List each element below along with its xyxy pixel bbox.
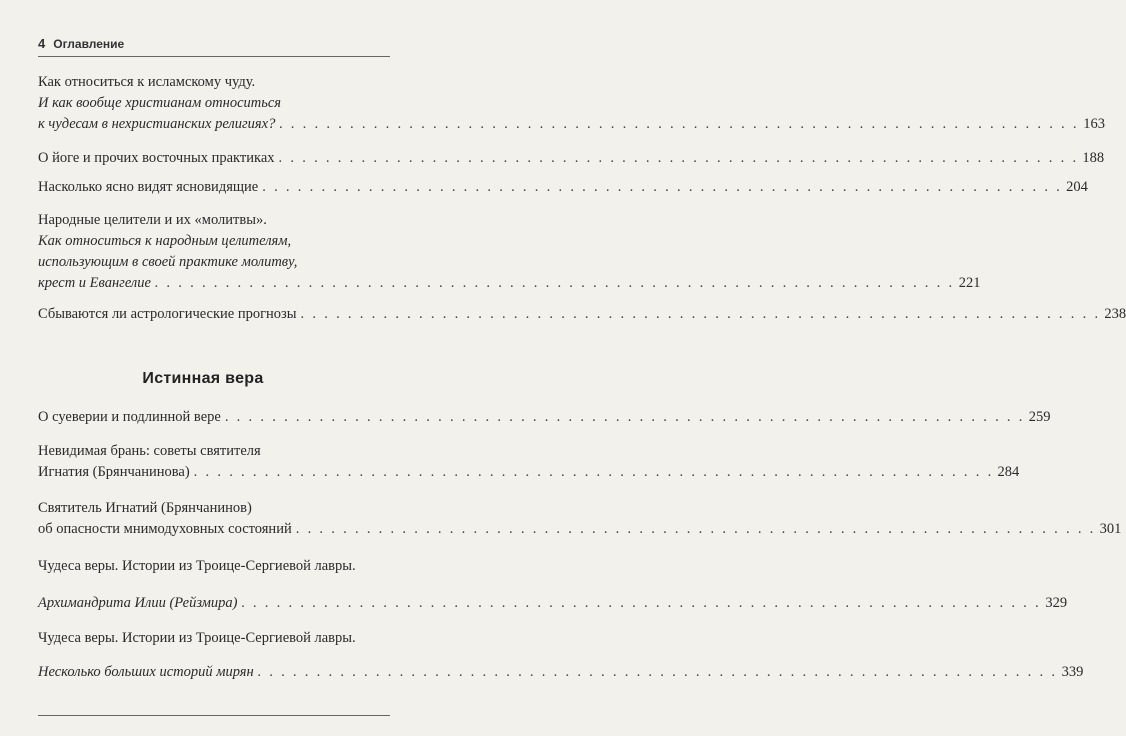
entry-line: Чудеса веры. Истории из Троице-Сергиевой лавры.: [38, 630, 356, 646]
entry-leader-line: [38, 148, 1105, 169]
entry-line: Как относиться к исламскому чуду.: [38, 74, 256, 90]
entry-leader-line: [38, 114, 1105, 135]
entry-line: Невидимая брань: советы святителя: [38, 443, 261, 459]
entry-leader-line: [38, 593, 1068, 614]
entry-line: к чудесам в нехристианских религиях?: [38, 116, 276, 132]
header-rule: [38, 56, 390, 57]
entry-leader-line: [38, 407, 1051, 428]
entry-line: Святитель Игнатий (Брянчанинов): [38, 500, 252, 516]
section-heading: Истинная вера: [142, 370, 264, 387]
entry-line: использующим в своей практике молитву,: [38, 254, 298, 270]
toc-entry[interactable]: [38, 593, 1068, 614]
dot-leader: . . . . . . . . . . . . . . . . . . . . . . . . . . . . . . . . . . . . . . . . . . . . . . . . . . . . . . . . . . . . . . . . . . . .: [262, 179, 1063, 195]
entry-line: Архимандрита Илии (Рейзмира): [38, 595, 238, 611]
running-title: Оглавление: [53, 37, 125, 51]
footer-rule: [38, 715, 390, 716]
toc-entry[interactable]: [38, 72, 1105, 135]
running-header: [38, 36, 124, 51]
entry-leader-line: [38, 273, 981, 294]
toc-entry[interactable]: [38, 556, 388, 577]
page-ref: 221: [958, 275, 981, 291]
toc-entry[interactable]: [38, 662, 1084, 683]
page-number: 4: [38, 36, 46, 51]
page-ref: 238: [1104, 306, 1126, 322]
toc-entry[interactable]: [38, 210, 981, 294]
entry-line: Чудеса веры. Истории из Троице-Сергиевой лавры.: [38, 558, 356, 574]
page-ref: 259: [1028, 409, 1051, 425]
entry-line: Сбываются ли астрологические прогнозы: [38, 306, 297, 322]
dot-leader: . . . . . . . . . . . . . . . . . . . . . . . . . . . . . . . . . . . . . . . . . . . . . . . . . . . . . . . . . . . . . . . . . . . .: [279, 116, 1080, 132]
entry-leader-line: [38, 177, 1088, 198]
entry-line: Несколько больших историй мирян: [38, 664, 254, 680]
entry-line: крест и Евангелие: [38, 275, 151, 291]
page-ref: 301: [1099, 521, 1122, 537]
entry-leader-line: [38, 462, 1020, 483]
entry-leader-line: [38, 519, 1122, 540]
toc-entry[interactable]: [38, 177, 1088, 198]
dot-leader: . . . . . . . . . . . . . . . . . . . . . . . . . . . . . . . . . . . . . . . . . . . . . . . . . . . . . . . . . . . . . . . . . . . .: [224, 409, 1025, 425]
entry-leader-line: [38, 662, 1084, 683]
dot-leader: . . . . . . . . . . . . . . . . . . . . . . . . . . . . . . . . . . . . . . . . . . . . . . . . . . . . . . . . . . . . . . . . . . . .: [300, 306, 1101, 322]
dot-leader: . . . . . . . . . . . . . . . . . . . . . . . . . . . . . . . . . . . . . . . . . . . . . . . . . . . . . . . . . . . . . . . . . . . .: [193, 464, 994, 480]
entry-line: Насколько ясно видят ясновидящие: [38, 179, 259, 195]
entry-line: об опасности мнимодуховных состояний: [38, 521, 292, 537]
toc-entry[interactable]: [38, 628, 388, 649]
toc-entry[interactable]: [38, 498, 1122, 540]
dot-leader: . . . . . . . . . . . . . . . . . . . . . . . . . . . . . . . . . . . . . . . . . . . . . . . . . . . . . . . . . . . . . . . . . . . .: [257, 664, 1058, 680]
page-ref: 163: [1083, 116, 1105, 132]
toc-entry[interactable]: [38, 441, 1020, 483]
entry-line: И как вообще христианам относиться: [38, 95, 282, 111]
page-ref: 284: [997, 464, 1020, 480]
dot-leader: . . . . . . . . . . . . . . . . . . . . . . . . . . . . . . . . . . . . . . . . . . . . . . . . . . . . . . . . . . . . . . . . . . . .: [295, 521, 1096, 537]
entry-line: Игнатия (Брянчанинова): [38, 464, 190, 480]
entry-line: О йоге и прочих восточных практиках: [38, 150, 275, 166]
page-ref: 188: [1082, 150, 1105, 166]
entry-line: Как относиться к народным целителям,: [38, 233, 292, 249]
page-ref: 339: [1061, 664, 1084, 680]
dot-leader: . . . . . . . . . . . . . . . . . . . . . . . . . . . . . . . . . . . . . . . . . . . . . . . . . . . . . . . . . . . . . . . . . . . .: [278, 150, 1079, 166]
page-ref: 204: [1066, 179, 1088, 195]
entry-leader-line: [38, 304, 1126, 325]
toc-entry[interactable]: [38, 304, 1126, 325]
dot-leader: . . . . . . . . . . . . . . . . . . . . . . . . . . . . . . . . . . . . . . . . . . . . . . . . . . . . . . . . . . . . . . . . . . . .: [154, 275, 955, 291]
toc-entry[interactable]: [38, 407, 1051, 428]
entry-line: О суеверии и подлинной вере: [38, 409, 221, 425]
page-ref: 329: [1045, 595, 1068, 611]
entry-line: Народные целители и их «молитвы».: [38, 212, 267, 228]
toc-entry[interactable]: [38, 148, 1105, 169]
dot-leader: . . . . . . . . . . . . . . . . . . . . . . . . . . . . . . . . . . . . . . . . . . . . . . . . . . . . . . . . . . . . . . . . . . . .: [241, 595, 1042, 611]
